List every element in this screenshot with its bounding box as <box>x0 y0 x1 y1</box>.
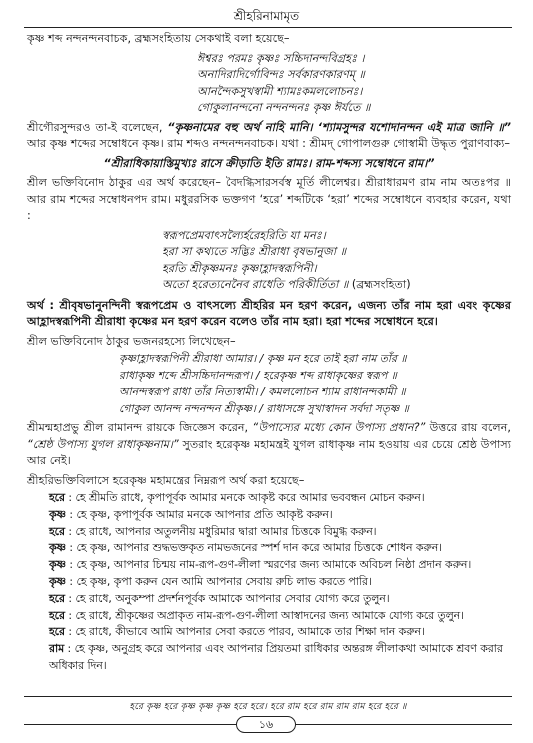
question-quote: “উপাস্যের মধ্যে কোন উপাস্য প্রধান?” <box>252 421 426 434</box>
verse-line: হরা সা কথ্যতে সদ্ভিঃ শ্রীরাধা বৃষভানুজা ॥ <box>162 245 347 258</box>
verse-line: ঈশ্বরঃ পরমঃ কৃষ্ণঃ সচ্চিদানন্দবিগ্রহঃ । <box>197 51 365 65</box>
text-run: শ্রীমন্মহাপ্রভু শ্রীল রামানন্দ রায়কে জিজ্ঞেস করেন, <box>27 421 253 434</box>
meaning-text: শ্রীবৃষভানুনন্দিনী স্বরূপপ্রেম ও বাৎসল্যে শ্রীহরির মন হরণ করেন, এজন্য তাঁর নাম হরা এবং কৃষ্ণের আহ্লাদস্বরূপিনী শ্রীরাধা কৃষ্ণের মন হরণ করেন বলেও তাঁর নাম হরা। হরা শব্দের সম্বোধনে হরে। <box>27 298 511 328</box>
verse-line: স্বরূপপ্রেমবাৎসল্যৈর্হরেহরিতি যা মনঃ। <box>162 228 326 242</box>
bhaktivinoda-paragraph: শ্রীল ভক্তিবিনোদ ঠাকুর এর অর্থ করেছেন– বৈদগ্ধিসারসর্বস্ব মূর্তি লীলেশ্বর। শ্রীরাধারমণ রাম নাম অতঃপর ॥ আর রাম শব্দের সম্বোধনপদ রাম। মধুররসিক ভক্তগণ ‘হরে’ শব্দটিকে ‘হরা’ শব্দের সম্বোধনে ব্যবহার করেন, যথা : <box>27 176 511 222</box>
footer-rule-top <box>24 696 512 697</box>
header-rule <box>24 27 512 28</box>
mantra-meaning: : হে রাধে, কীভাবে আমি আপনার সেবা করতে পারব, আমাকে তার শিক্ষা দান করুন। <box>64 625 425 639</box>
couplet-line: রাধাকৃষ্ণ শব্দে শ্রীসচ্চিদানন্দরূপ। / হরেকৃষ্ণ শব্দ রাধাকৃষ্ণের স্বরূপ ॥ <box>119 368 397 382</box>
meaning-paragraph <box>27 298 511 331</box>
bhajan-intro: শ্রীল ভক্তিবিনোদ ঠাকুর ভজনরহস্যে লিখেছেন– <box>27 334 236 348</box>
mantra-term: কৃষ্ণ <box>49 507 66 521</box>
page-number: ১৬ <box>236 716 296 733</box>
mantra-meaning: : হে কৃষ্ণ, কৃপাপূর্বক আমার মনকে আপনার প্রতি আকৃষ্ট করুন। <box>65 507 333 521</box>
text-run: আর কৃষ্ণ শব্দের সম্বোধনে কৃষ্ণ। রাম শব্দও নন্দনন্দনবাচক। যথা : শ্রীমদ্ গোপালগুরু গোস্বামী উদ্ধৃত পুরাণবাক্য– <box>27 137 511 150</box>
list-item <box>27 641 511 675</box>
mantra-term: রাম <box>49 642 65 656</box>
list-item <box>27 624 511 641</box>
mantra-term: কৃষ্ণ <box>49 558 66 572</box>
list-item <box>27 608 511 625</box>
text-run: শ্রীগৌরসুন্দরও তা-ই বলেছেন, <box>27 120 168 134</box>
mantra-term: কৃষ্ণ <box>49 574 66 588</box>
verse-line: হরতি শ্রীকৃষ্ণমনঃ কৃষ্ণাহ্লাদস্বরূপিনী। <box>162 261 317 275</box>
text-run: সুতরাং হরেকৃষ্ণ মহামন্ত্রই যুগল রাধাকৃষ্ণ নাম হওয়ায় এর চেয়ে শ্রেষ্ঠ উপাস্য আর নেই। <box>27 437 511 467</box>
intro-paragraph: কৃষ্ণ শব্দ নন্দনন্দনবাচক, ব্রহ্মসংহিতায় সেকথাই বলা হয়েছে– <box>27 32 290 45</box>
text-run: উত্তরে রায় বলেন, <box>425 421 511 434</box>
mantra-meaning: : হে কৃষ্ণ, আপনার শুদ্ধভক্তকৃত নামভজনের স্পর্শ দান করে আমার চিত্তকে শোধন করুন। <box>65 541 443 555</box>
page-body <box>27 31 511 675</box>
mantra-meaning: : হে কৃষ্ণ, কৃপা করুন যেন আমি আপনার সেবায় রুচি লাভ করতে পারি। <box>65 574 372 588</box>
mantra-meaning: : হে রাধে, শ্রীকৃষ্ণের অপ্রাকৃত নাম-রূপ-গুণ-লীলা আস্বাদনের জন্য আমাকে যোগ্য করে তুলুন। <box>64 608 464 622</box>
mantra-term: কৃষ্ণ <box>49 541 66 555</box>
list-item <box>27 507 511 524</box>
couplet-line: কৃষ্ণাহ্লাদস্বরূপিনী শ্রীরাধা আমার। / কৃষ্ণ মন হরে তাই হরা নাম তাঁর ॥ <box>119 352 407 365</box>
list-item <box>27 574 511 591</box>
mantra-meaning-list <box>27 490 511 675</box>
hbv-intro: শ্রীহরিভক্তিবিলাসে হরেকৃষ্ণ মহামন্ত্রের নিম্নরূপ অর্থ করা হয়েছে– <box>27 473 305 487</box>
couplet-block <box>27 351 511 417</box>
mantra-term: হরে <box>49 491 65 504</box>
list-item <box>27 557 511 574</box>
verse-text: অতো হরেত্যনেনৈব রাধেতি পরিকীর্তিতা ॥ <box>162 278 349 291</box>
mantra-term: হরে <box>49 608 65 622</box>
list-item <box>27 591 511 608</box>
couplet-line: আনন্দস্বরূপ রাধা তাঁর নিত্যস্বামী। / কমললোচন শ্যাম রাধানন্দকামী ॥ <box>119 385 406 398</box>
verse-line: গোকুলানন্দনো নন্দনন্দনঃ কৃষ্ণ ঈর্যতে ॥ <box>197 101 371 114</box>
verse-block-1 <box>27 51 511 117</box>
verse-reference: (ব্রহ্মসংহিতা) <box>351 278 411 291</box>
answer-quote: “শ্রেষ্ঠ উপাস্য যুগল রাধাকৃষ্ণনাম।” <box>27 437 179 451</box>
page-title: শ্রীহরিনামামৃত <box>233 9 300 23</box>
list-item <box>27 540 511 557</box>
quote: “কৃষ্ণনামের বহু অর্থ নাহি মানি। ‘শ্যামসুন্দর যশোদানন্দন এই মাত্র জানি ॥” <box>167 120 511 134</box>
footer-mantra: হরে কৃষ্ণ হরে কৃষ্ণ কৃষ্ণ কৃষ্ণ হরে হরে। হরে রাম হরে রাম রাম রাম হরে হরে ॥ <box>129 702 407 712</box>
verse-block-2 <box>27 228 511 294</box>
mantra-term: হরে <box>49 524 65 538</box>
mantra-term: হরে <box>49 591 65 605</box>
meaning-label: অর্থ : <box>27 298 60 312</box>
mantra-meaning: : হে রাধে, আপনার অতুলনীয় মধুরিমার দ্বারা আমার চিত্তকে বিমুগ্ধ করুন। <box>64 524 377 538</box>
mantra-meaning: : হে কৃষ্ণ, আপনার চিন্ময় নাম-রূপ-গুণ-লীলা স্মরণের জন্য আমাকে অবিচল নিষ্ঠা প্রদান করুন। <box>65 558 472 572</box>
mantra-meaning: : হে রাধে, অনুকম্পা প্রদর্শনপূর্বক আমাকে আপনার সেবার যোগ্য করে তুলুন। <box>64 591 390 605</box>
verse-line <box>27 277 511 294</box>
mantra-meaning: : হে কৃষ্ণ, অনুগ্রহ করে আপনার এবং আপনার প্রিয়তমা রাধিকার অন্তরঙ্গ লীলাকথা আমাকে শ্রবণ করার অধিকার দিন। <box>49 642 503 672</box>
mantra-meaning: : হে শ্রীমতি রাধে, কৃপাপূর্বক আমার মনকে আকৃষ্ট করে আমার ভববন্ধন মোচন করুন। <box>64 491 425 504</box>
purana-quote: “শ্রীরাধিকায়াস্তিমুখ্যঃ রাসে ক্রীড়াতি ইতি রামঃ। রাম-শব্দস্য সম্বোধনে রাম।” <box>103 156 435 170</box>
verse-line: আনন্দৈকসুখস্বামী শ্যামঃকমললোচনঃ। <box>197 84 363 98</box>
list-item <box>27 524 511 541</box>
gaura-paragraph <box>27 120 511 153</box>
verse-line: অনাদিরাদির্গোবিন্দঃ সর্বকারণকারণম্‌ ॥ <box>197 68 365 81</box>
couplet-line: গোকুল আনন্দ নন্দনন্দন শ্রীকৃষ্ণ। / রাধাসঙ্গে সুখাস্বাদন সর্বদা সতৃষ্ণ ॥ <box>119 401 409 415</box>
mantra-term: হরে <box>49 625 65 639</box>
list-item <box>27 490 511 507</box>
ramananda-paragraph <box>27 420 511 470</box>
